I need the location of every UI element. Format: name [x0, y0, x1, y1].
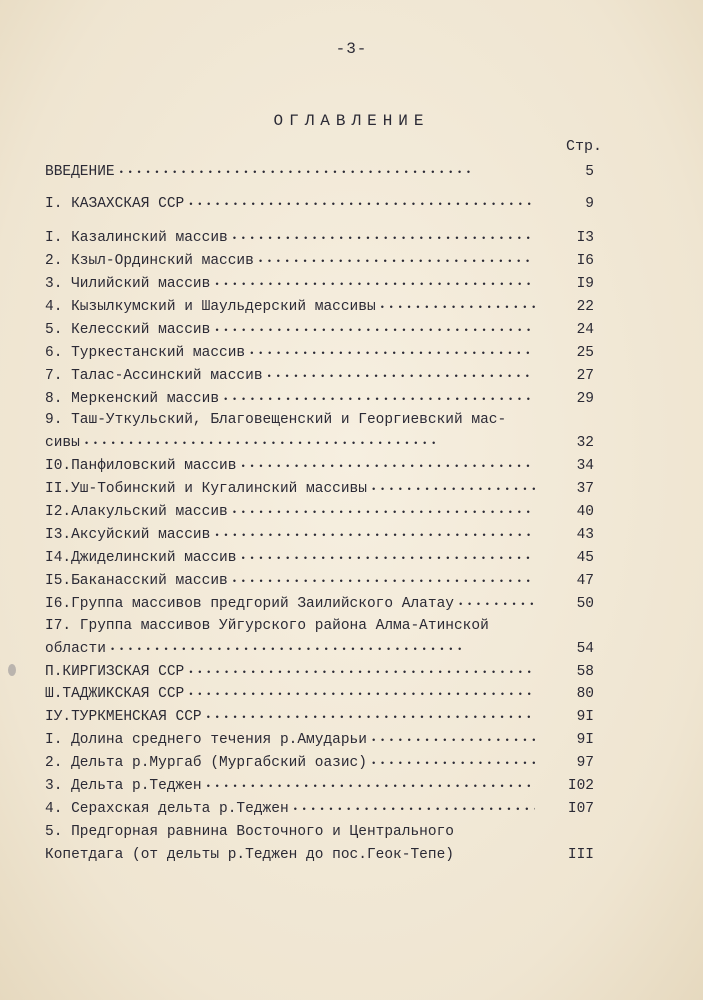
toc-entry-title: 5. Предгорная равнина Восточного и Центрального — [45, 824, 454, 840]
toc-entry-title: 9. Таш-Уткульский, Благовещенский и Георгиевский мас- — [45, 412, 507, 428]
toc-page-number: 32 — [576, 435, 594, 451]
toc-entry-line — [45, 618, 535, 640]
leader-dots — [188, 686, 535, 702]
toc-entry-title: I2.Алакульский массив — [45, 504, 228, 520]
toc-entry-line — [45, 504, 535, 526]
toc-entry-title: 4. Серахская дельта р.Теджен — [45, 801, 289, 817]
leader-dots — [380, 299, 535, 315]
toc-page-number: 24 — [576, 322, 594, 338]
toc-page-number: 22 — [576, 299, 594, 315]
toc-entry-title: 4. Кызылкумский и Шаульдерский массивы — [45, 299, 376, 315]
toc-entry-line — [45, 253, 535, 275]
leader-dots — [188, 196, 535, 212]
toc-entry-line — [45, 847, 535, 869]
toc-entry-title: I. КАЗАХСКАЯ ССР — [45, 196, 185, 212]
toc-page-number: I07 — [567, 801, 594, 817]
leader-dots — [232, 230, 535, 246]
toc-entry-title: I7. Группа массивов Уйгурского района Алма-Атинской — [45, 618, 489, 634]
leader-dots — [119, 164, 535, 180]
toc-entry-line — [45, 481, 535, 503]
toc-page-number: 5 — [585, 164, 594, 180]
toc-entry-line — [45, 641, 535, 663]
toc-entry-title: 6. Туркестанский массив — [45, 345, 246, 361]
toc-entry-title: области — [45, 641, 106, 657]
leader-dots — [214, 322, 535, 338]
toc-page-number: 37 — [576, 481, 594, 497]
toc-page-number: 25 — [576, 345, 594, 361]
toc-entry-title: ВВЕДЕНИЕ — [45, 164, 115, 180]
toc-page-number: 97 — [576, 755, 594, 771]
toc-page-number: 27 — [576, 368, 594, 384]
toc-page-number: 43 — [576, 527, 594, 543]
toc-entry-line — [45, 732, 535, 754]
toc-entry-title: II.Уш-Тобинский и Кугалинский массивы — [45, 481, 367, 497]
toc-entry-line — [45, 435, 535, 457]
toc-entry-line — [45, 458, 535, 480]
toc-entry-line — [45, 230, 535, 252]
toc-title: ОГЛАВЛЕНИЕ — [273, 112, 430, 130]
toc-entry-line — [45, 550, 535, 572]
leader-dots — [206, 778, 535, 794]
toc-entry-line — [45, 412, 535, 434]
toc-entry-line — [45, 527, 535, 549]
toc-entry-line — [45, 709, 535, 731]
leader-dots — [110, 641, 535, 657]
toc-entry-title: I5.Баканасский массив — [45, 573, 228, 589]
toc-entry-line — [45, 664, 535, 686]
leader-dots — [232, 504, 535, 520]
ink-smudge — [8, 664, 16, 676]
leader-dots — [249, 345, 535, 361]
toc-page-number: 80 — [576, 686, 594, 702]
toc-entry-title: I3.Аксуйский массив — [45, 527, 211, 543]
leader-dots — [258, 253, 535, 269]
toc-page-number: 45 — [576, 550, 594, 566]
leader-dots — [232, 573, 535, 589]
leader-dots — [458, 596, 535, 612]
toc-entry-title: Ш.ТАДЖИКСКАЯ ССР — [45, 686, 185, 702]
toc-entry-title: 7. Талас-Ассинский массив — [45, 368, 263, 384]
toc-entry-line — [45, 276, 535, 298]
toc-entry-line — [45, 778, 535, 800]
toc-page-number: I3 — [576, 230, 594, 246]
toc-entry-title: IУ.ТУРКМЕНСКАЯ ССР — [45, 709, 202, 725]
toc-page-number: 9 — [585, 196, 594, 212]
toc-page-number: 29 — [576, 391, 594, 407]
toc-entry-line — [45, 391, 535, 413]
leader-dots — [214, 527, 535, 543]
toc-entry-line — [45, 368, 535, 390]
toc-page-number: I9 — [576, 276, 594, 292]
toc-entry-title: 3. Чилийский массив — [45, 276, 211, 292]
toc-page-number: 9I — [576, 732, 594, 748]
toc-entry-title: 3. Дельта р.Теджен — [45, 778, 202, 794]
leader-dots — [240, 458, 535, 474]
toc-entry-title: I. Казалинский массив — [45, 230, 228, 246]
toc-entry-title: 5. Келесский массив — [45, 322, 211, 338]
toc-page-number: III — [567, 847, 594, 863]
toc-entry-line — [45, 345, 535, 367]
toc-entry-title: 2. Кзыл-Ординский массив — [45, 253, 254, 269]
toc-entry-title: I4.Джиделинский массив — [45, 550, 237, 566]
toc-entry-title: П.КИРГИЗСКАЯ ССР — [45, 664, 185, 680]
toc-entry-title: I. Долина среднего течения р.Амударьи — [45, 732, 367, 748]
leader-dots — [371, 481, 535, 497]
toc-page-number: 54 — [576, 641, 594, 657]
leader-dots — [371, 732, 535, 748]
leader-dots — [188, 664, 535, 680]
toc-entry-title: I0.Панфиловский массив — [45, 458, 237, 474]
toc-page-number: 40 — [576, 504, 594, 520]
toc-page-number: I6 — [576, 253, 594, 269]
leader-dots — [214, 276, 535, 292]
leader-dots — [206, 709, 535, 725]
toc-entry-line — [45, 824, 535, 846]
toc-entry-line — [45, 164, 535, 186]
leader-dots — [267, 368, 535, 384]
toc-entry-title: сивы — [45, 435, 80, 451]
toc-page-number: 9I — [576, 709, 594, 725]
toc-entry-line — [45, 322, 535, 344]
toc-entry-line — [45, 196, 535, 218]
toc-page-number: 58 — [576, 664, 594, 680]
toc-entry-title: 8. Меркенский массив — [45, 391, 220, 407]
leader-dots — [371, 755, 535, 771]
leader-dots — [84, 435, 535, 451]
toc-entry-line — [45, 299, 535, 321]
leader-dots — [240, 550, 535, 566]
toc-page-number: 47 — [576, 573, 594, 589]
toc-entry-title: 2. Дельта р.Мургаб (Мургабский оазис) — [45, 755, 367, 771]
toc-entry-line — [45, 755, 535, 777]
leader-dots — [293, 801, 535, 817]
toc-entry-line — [45, 686, 535, 708]
toc-entry-line — [45, 801, 535, 823]
page-number: -3- — [335, 40, 368, 58]
toc-entry-title: Копетдага (от дельты р.Теджен до пос.Геок-Тепе) — [45, 847, 454, 863]
toc-page-number: 34 — [576, 458, 594, 474]
leader-dots — [223, 391, 535, 407]
page-column-label: Стр. — [566, 138, 603, 155]
toc-entry-title: I6.Группа массивов предгорий Заилийского Алатау — [45, 596, 454, 612]
toc-page-number: I02 — [567, 778, 594, 794]
toc-entry-line — [45, 596, 535, 618]
toc-page-number: 50 — [576, 596, 594, 612]
toc-entry-line — [45, 573, 535, 595]
